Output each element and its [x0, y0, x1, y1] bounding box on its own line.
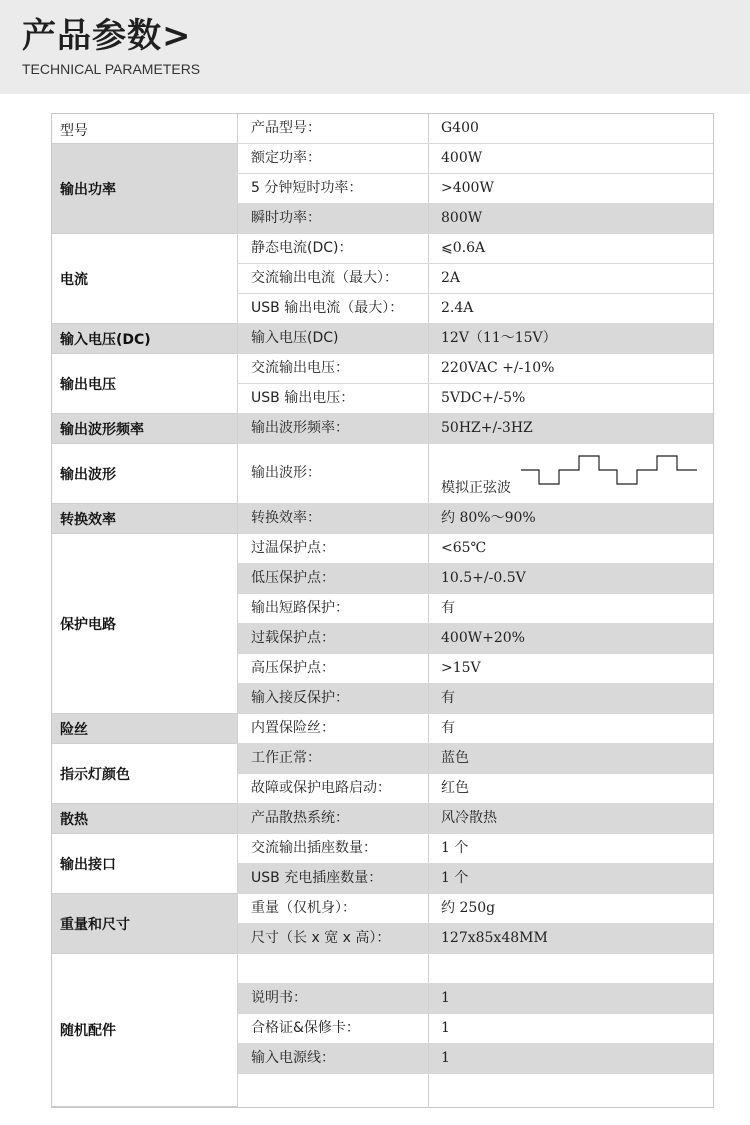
table-row: [237, 504, 713, 534]
row-label: 输出波形频率：: [237, 414, 429, 443]
category-label: 输出接口: [60, 856, 116, 873]
row-value: 1 个: [441, 840, 469, 856]
category-label: 保护电路: [60, 616, 116, 633]
category-fuse: [52, 714, 237, 744]
table-row: [237, 744, 713, 774]
row-value: 风冷散热: [441, 810, 497, 826]
table-row: [237, 834, 713, 864]
row-label: 交流输出电压：: [237, 354, 429, 383]
category-label: 散热: [60, 811, 88, 828]
category-accessories: [52, 954, 237, 1107]
row-label: 低压保护点：: [237, 564, 429, 593]
row-value: ⩽0.6A: [441, 240, 486, 256]
page-title: 产品参数>: [22, 16, 192, 56]
row-value: 红色: [441, 780, 469, 796]
row-label: 产品散热系统：: [237, 804, 429, 833]
category-protection: [52, 534, 237, 714]
category-output-voltage: [52, 354, 237, 414]
table-row: [237, 294, 713, 324]
row-label: 尺寸（长 x 宽 x 高）：: [237, 924, 429, 953]
spec-table: [51, 113, 714, 1108]
row-value: <65℃: [441, 540, 487, 556]
table-row: [237, 144, 713, 174]
waveform-text: 模拟正弦波: [441, 480, 511, 496]
row-value: >15V: [441, 660, 481, 676]
category-waveform-frequency: [52, 414, 237, 444]
row-value: >400W: [441, 180, 494, 196]
row-label: 说明书：: [237, 984, 429, 1013]
row-value: 220VAC +/-10%: [441, 360, 555, 376]
row-value: G400: [441, 120, 479, 136]
row-label: 输出短路保护：: [237, 594, 429, 623]
table-row: [237, 864, 713, 894]
category-label: 指示灯颜色: [60, 766, 130, 783]
row-label: 高压保护点：: [237, 654, 429, 683]
row-label: 内置保险丝：: [237, 714, 429, 743]
table-row: [237, 384, 713, 414]
row-label: [237, 954, 429, 983]
row-value: 800W: [441, 210, 483, 226]
row-label: 合格证&保修卡：: [237, 1014, 429, 1043]
row-value: 400W+20%: [441, 630, 525, 646]
row-value: 蓝色: [441, 750, 469, 766]
row-value: 约 250g: [441, 900, 496, 916]
row-value: 1 个: [441, 870, 469, 886]
row-label: 输出波形：: [237, 444, 429, 503]
category-label: 险丝: [60, 721, 88, 738]
table-row: [237, 1074, 713, 1107]
row-label: USB 输出电压：: [237, 384, 429, 413]
row-label: 输入电压(DC): [237, 324, 429, 353]
row-label: USB 充电插座数量：: [237, 864, 429, 893]
table-row: [237, 324, 713, 354]
row-label: 重量（仅机身）：: [237, 894, 429, 923]
row-value: 1: [441, 1050, 450, 1066]
row-label: USB 输出电流（最大）：: [237, 294, 429, 323]
table-row: [237, 894, 713, 924]
row-value: [429, 954, 713, 983]
table-row: [237, 774, 713, 804]
category-label: 输出电压: [60, 376, 116, 393]
row-label: 工作正常：: [237, 744, 429, 773]
table-row: [237, 624, 713, 654]
table-row: [237, 234, 713, 264]
row-value: 5VDC+/-5%: [441, 390, 526, 406]
row-value: 400W: [441, 150, 483, 166]
category-label: 重量和尺寸: [60, 916, 130, 933]
table-row: [237, 414, 713, 444]
row-value: [429, 1074, 713, 1107]
row-label: 过温保护点：: [237, 534, 429, 563]
page-header: [0, 0, 750, 94]
table-row: [237, 1014, 713, 1044]
category-current: [52, 234, 237, 324]
row-label: [237, 1074, 429, 1107]
row-label: 故障或保护电路启动：: [237, 774, 429, 803]
table-row: [237, 924, 713, 954]
row-value: 有: [441, 600, 455, 616]
table-row: [237, 954, 713, 984]
row-value: 有: [441, 690, 455, 706]
row-label: 过载保护点：: [237, 624, 429, 653]
category-efficiency: [52, 504, 237, 534]
table-row: [237, 654, 713, 684]
table-row: [237, 264, 713, 294]
table-row: [237, 564, 713, 594]
row-value: 有: [441, 720, 455, 736]
row-label: 静态电流(DC)：: [237, 234, 429, 263]
category-label: 转换效率: [60, 511, 116, 528]
category-waveform: [52, 444, 237, 504]
page-subtitle: TECHNICAL PARAMETERS: [22, 61, 201, 77]
row-value: 10.5+/-0.5V: [441, 570, 526, 586]
table-row: [237, 594, 713, 624]
category-label: 输出功率: [60, 181, 116, 198]
table-row: [237, 204, 713, 234]
row-label: 交流输出插座数量：: [237, 834, 429, 863]
row-label: 5 分钟短时功率：: [237, 174, 429, 203]
row-label: 瞬时功率：: [237, 204, 429, 233]
table-row: [237, 114, 713, 144]
category-input-voltage: [52, 324, 237, 354]
table-row: [237, 444, 713, 504]
row-label: 额定功率：: [237, 144, 429, 173]
table-row: [237, 984, 713, 1014]
category-label: 随机配件: [60, 1023, 116, 1039]
row-value: [429, 444, 713, 503]
row-label: 交流输出电流（最大）：: [237, 264, 429, 293]
table-row: [237, 354, 713, 384]
table-row: [237, 684, 713, 714]
row-value: 12V（11～15V）: [441, 330, 557, 346]
row-value: 1: [441, 1020, 450, 1036]
category-output-ports: [52, 834, 237, 894]
category-label: 电流: [60, 271, 88, 288]
table-row: [237, 534, 713, 564]
category-model: [52, 114, 237, 144]
row-value: 127x85x48MM: [441, 930, 548, 946]
row-label: 转换效率：: [237, 504, 429, 533]
table-row: [237, 1044, 713, 1074]
modified-sine-wave-icon: [521, 450, 701, 490]
category-label: 型号: [60, 123, 88, 139]
category-weight-size: [52, 894, 237, 954]
row-label: 输入电源线：: [237, 1044, 429, 1073]
category-label: 输出波形: [60, 466, 116, 483]
row-value: 50HZ+/-3HZ: [441, 420, 533, 436]
table-row: [237, 174, 713, 204]
row-label: 产品型号：: [237, 114, 429, 143]
table-row: [237, 804, 713, 834]
row-value: 1: [441, 990, 450, 1006]
category-indicator-color: [52, 744, 237, 804]
table-row: [237, 714, 713, 744]
row-value: 2.4A: [441, 300, 474, 316]
row-value: 2A: [441, 270, 461, 286]
category-cooling: [52, 804, 237, 834]
category-label: 输入电压(DC): [60, 331, 151, 348]
row-label: 输入接反保护：: [237, 684, 429, 713]
category-output-power: [52, 144, 237, 234]
category-label: 输出波形频率: [60, 421, 144, 438]
row-value: 约 80%～90%: [441, 510, 536, 526]
